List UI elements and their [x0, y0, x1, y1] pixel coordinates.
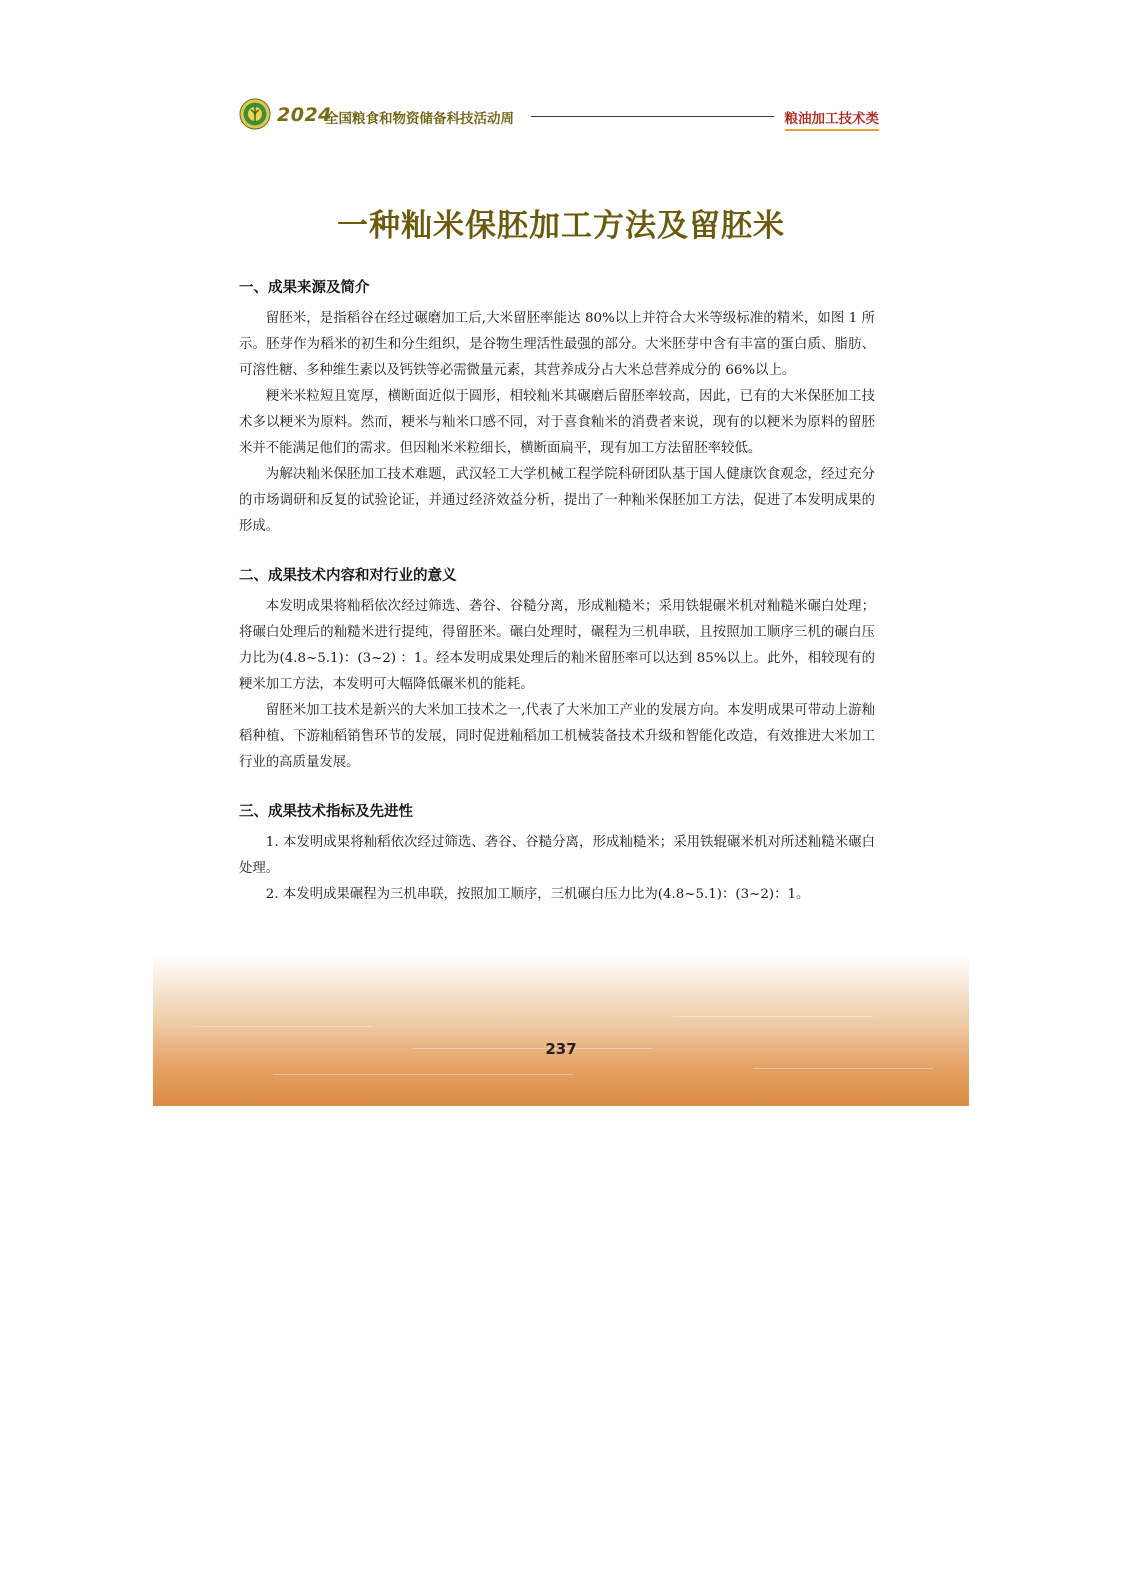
article-body	[239, 276, 875, 908]
header-category: 粮油加工技术类	[785, 107, 880, 131]
header-event-title: 全国粮食和物资储备科技活动周	[325, 111, 514, 127]
paragraph: 留胚米加工技术是新兴的大米加工技术之一,代表了大米加工产业的发展方向。本发明成果可带动上游籼稻种植、下游籼稻销售环节的发展，同时促进籼稻加工机械装备技术升级和智能化改造，有效推进大米加工行业的高质量发展。	[239, 703, 875, 770]
footer-gradient-band	[153, 956, 969, 1106]
paragraph: 留胚米，是指稻谷在经过碾磨加工后,大米留胚率能达 80%以上并符合大米等级标准的精米，如图 1 所示。胚芽作为稻米的初生和分生组织，是谷物生理活性最强的部分。大米胚芽中含有丰富的蛋白质、脂肪、可溶性糖、多种维生素以及钙铁等必需微量元素，其营养成分占大米总营养成分的 66%以上。	[239, 311, 875, 378]
header-rule	[531, 116, 774, 117]
paragraph: 为解决籼米保胚加工技术难题，武汉轻工大学机械工程学院科研团队基于国人健康饮食观念，经过充分的市场调研和反复的试验论证，并通过经济效益分析，提出了一种籼米保胚加工方法，促进了本发明成果的形成。	[239, 467, 875, 534]
document-page	[153, 80, 969, 1106]
paragraph: 本发明成果将籼稻依次经过筛选、砻谷、谷糙分离，形成籼糙米；采用铁辊碾米机对籼糙米碾白处理；将碾白处理后的籼糙米进行提纯，得留胚米。碾白处理时，碾程为三机串联，且按照加工顺序三机的碾白压力比为(4.8~5.1)：(3~2) ：1。经本发明成果处理后的籼米留胚率可以达到 85%以上。此外，相较现有的粳米加工方法，本发明可大幅降低碾米机的能耗。	[239, 599, 875, 692]
paragraph: 粳米米粒短且宽厚，横断面近似于圆形，相较籼米其碾磨后留胚率较高，因此，已有的大米保胚加工技术多以粳米为原料。然而，粳米与籼米口感不同，对于喜食籼米的消费者来说，现有的以粳米为原料的留胚米并不能满足他们的需求。但因籼米米粒细长，横断面扁平，现有加工方法留胚率较低。	[239, 389, 875, 456]
header-year: 2024	[277, 104, 332, 126]
page-number: 237	[545, 1040, 577, 1058]
page-title: 一种籼米保胚加工方法及留胚米	[337, 208, 785, 244]
list-item: 2. 本发明成果碾程为三机串联，按照加工顺序，三机碾白压力比为(4.8~5.1)：(3~2)：1。	[265, 887, 810, 902]
grain-emblem-icon	[239, 98, 271, 130]
section-heading: 二、成果技术内容和对行业的意义	[239, 568, 457, 584]
section-heading: 三、成果技术指标及先进性	[239, 804, 413, 820]
page-header	[239, 98, 879, 134]
section-heading: 一、成果来源及简介	[239, 280, 370, 296]
list-item: 1. 本发明成果将籼稻依次经过筛选、砻谷、谷糙分离，形成籼糙米；采用铁辊碾米机对所述籼糙米碾白处理。	[239, 835, 875, 876]
